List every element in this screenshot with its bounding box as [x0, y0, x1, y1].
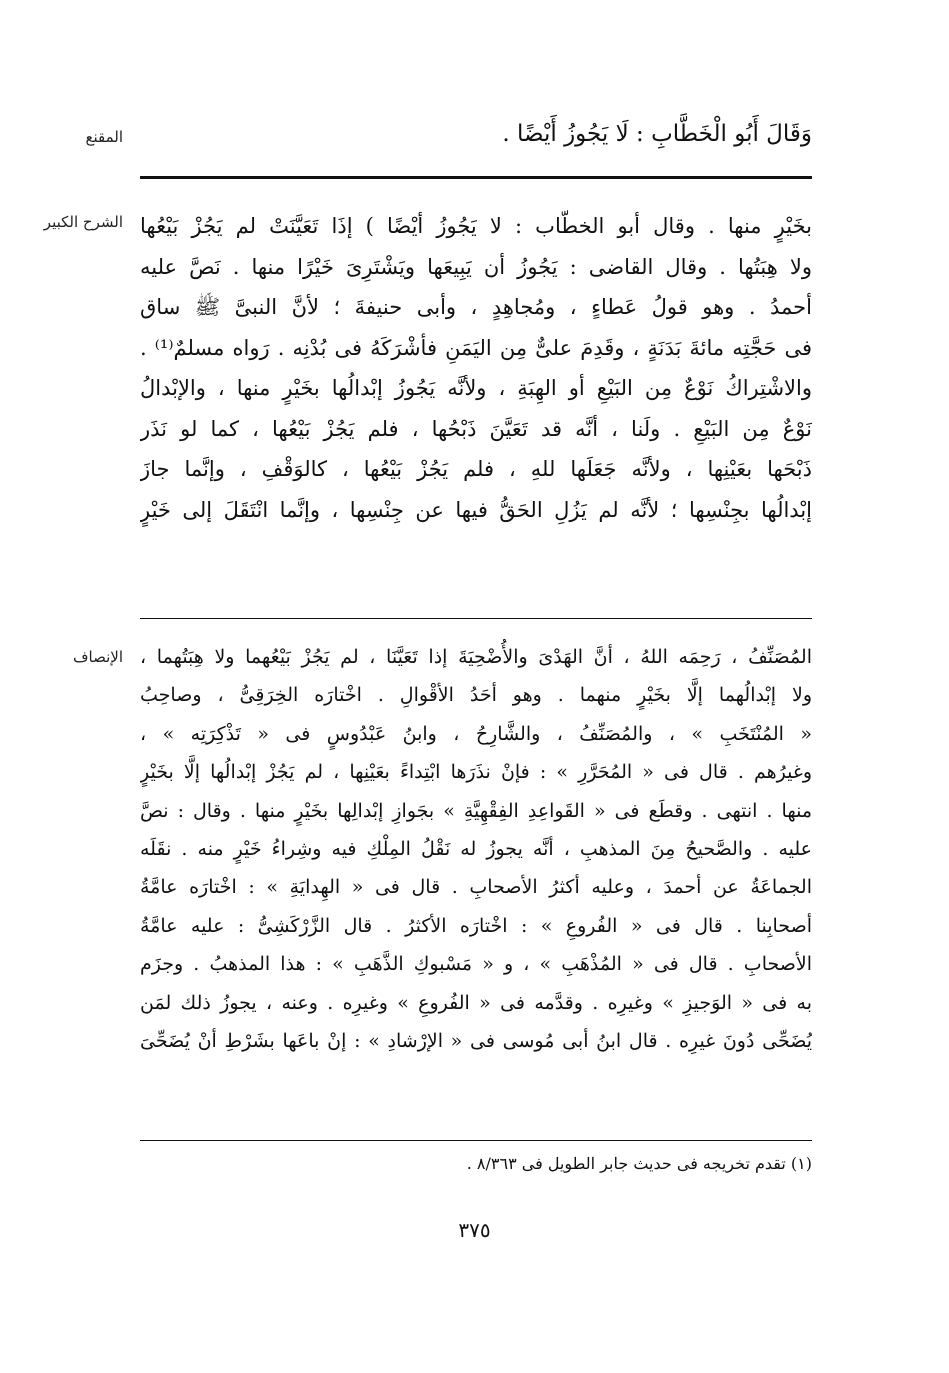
- text-line: وغيرُهم . قال فى « المُحَرَّرِ » : فإنْ نذَرَها ابْتِداءً بعَيْنِها ، لم يَجُزْ إبْدالُها إلَّا بخَيْرٍ: [140, 761, 812, 784]
- muqni-text: [140, 112, 812, 156]
- text-line: ذَبْحَها بعَيْنِها ، ولأنَّه جَعَلَها للهِ ، فلم يَجُزْ بَيْعُها ، كالوَقْفِ ، وإنَّما جازَ: [140, 457, 812, 481]
- header-rule: [140, 176, 812, 179]
- text-line: « المُنْتَخَبِ » ، والمُصَنِّفُ ، والشَّارِحُ ، وابنُ عَبْدُوسٍ فى « تَذْكِرَتِه » ،: [140, 722, 812, 745]
- insaf-text: [140, 638, 812, 1060]
- text-line: فى حَجَّتِه مائةَ بَدَنَةٍ ، وقَدِمَ علىٌّ مِن اليَمَنِ فأشْرَكَهُ فى بُدْنِه . رَواه مسلمٌ⁽¹⁾ .: [140, 335, 812, 360]
- footnote-rule: [140, 1140, 812, 1141]
- label-sharh-kabir: الشرح الكبير: [43, 213, 123, 231]
- text-line: عليه . والصَّحيحُ مِنَ المذهبِ ، أنَّه يجوزُ له نَقْلُ المِلْكِ فيه وشِراءُ خَيْرٍ منه . نقَلَه: [140, 837, 812, 860]
- text-line: نَوْعٌ مِن البَيْعِ . ولَنا ، أنَّه قد تَعَيَّنَ ذَبْحُها ، فلم يَجُزْ بَيْعُها ، كما لو نَذَر: [140, 416, 812, 441]
- text-line: الجماعَةُ عن أحمدَ ، وعليه أكثرُ الأصحابِ . قال فى « الهِدايَةِ » : اخْتارَه عامَّةُ: [140, 876, 812, 899]
- label-insaf: الإنصاف: [72, 648, 123, 666]
- label-muqni: المقنع: [85, 128, 123, 146]
- footnote: [140, 1152, 812, 1176]
- text-line: منها . انتهى . وقطَع فى « القَواعِدِ الفِقْهِيَّةِ » بجَوازِ إبْدالِها بخَيْرٍ منها . وقال : نصَّ: [140, 799, 812, 822]
- text-line: وَقَالَ أَبُو الْخَطَّابِ : لَا يَجُوزُ أَيْضًا .: [502, 121, 812, 147]
- text-line: ولا إبْدالُهما إلَّا بخَيْرٍ منهما . وهو أحَدُ الأقْوالِ . اخْتارَه الخِرَقِىُّ ، وصاحِبُ: [140, 684, 812, 707]
- text-line: ولا هِبَتُها . وقال القاضى : يَجُوزُ أن يَبِيعَها ويَشْتَرِىَ خَيْرًا منها . نَصَّ عليه: [140, 254, 812, 279]
- text-line: يُضَحِّى دُونَ غيرِه . قال ابنُ أبى مُوسى فى « الإرْشادِ » : إنْ باعَها بشَرْطِ أنْ يُضَحِّىَ: [140, 1029, 812, 1052]
- sharh-text: [140, 206, 812, 530]
- text-line: به فى « الوَجيزِ » وغيرِه . وقدَّمه فى « الفُروعِ » وغيرِه . وعنه ، يجوزُ ذلك لمَن: [140, 991, 812, 1014]
- text-line: أصحابِنا . قال فى « الفُروعِ » : اخْتارَه الأكثرُ . قال الزَّرْكَشِىُّ : عليه عامَّةُ: [140, 914, 812, 937]
- text-line: أحمدُ . وهو قولُ عَطاءٍ ، ومُجاهِدٍ ، وأبى حنيفةَ ؛ لأنَّ النبىَّ ﷺ ساق: [140, 295, 812, 319]
- text-line: المُصَنِّفُ ، رَحِمَه اللهُ ، أنَّ الهَدْىَ والأُضْحِيَةَ إذا تَعَيَّنَا ، لم يَجُزْ بَيْعُهما ولا هِبَتُهما ،: [140, 646, 812, 668]
- text-line: والاشْتِراكُ نَوْعٌ مِن البَيْعِ أو الهِبَةِ ، ولأنَّه يَجُوزُ إبْدالُها بخَيْرٍ منها ، والإبْدالُ: [140, 376, 812, 400]
- page-number: ٣٧٥: [458, 1218, 491, 1242]
- footnote-text: (١) تقدم تخريجه فى حديث جابر الطويل فى ٨/٣٦٣ .: [466, 1154, 812, 1173]
- text-line: إبْدالُها بجِنْسِها ؛ لأنَّه لم يَزُلِ الحَقُّ فيها عن جِنْسِها ، وإنَّما انْتَقَلَ إلى خَيْرٍ: [140, 497, 812, 522]
- text-line: الأصحابِ . قال فى « المُذْهَبِ » ، و « مَسْبوكِ الذَّهَبِ » : هذا المذهبُ . وجزَم: [140, 953, 812, 976]
- text-line: بخَيْرٍ منها . وقال أبو الخطّاب : لا يَجُوزُ أيْضًا ) إذَا تَعَيَّنَتْ لم يَجُزْ بَيْعُها: [140, 214, 812, 238]
- section-divider: [140, 618, 812, 619]
